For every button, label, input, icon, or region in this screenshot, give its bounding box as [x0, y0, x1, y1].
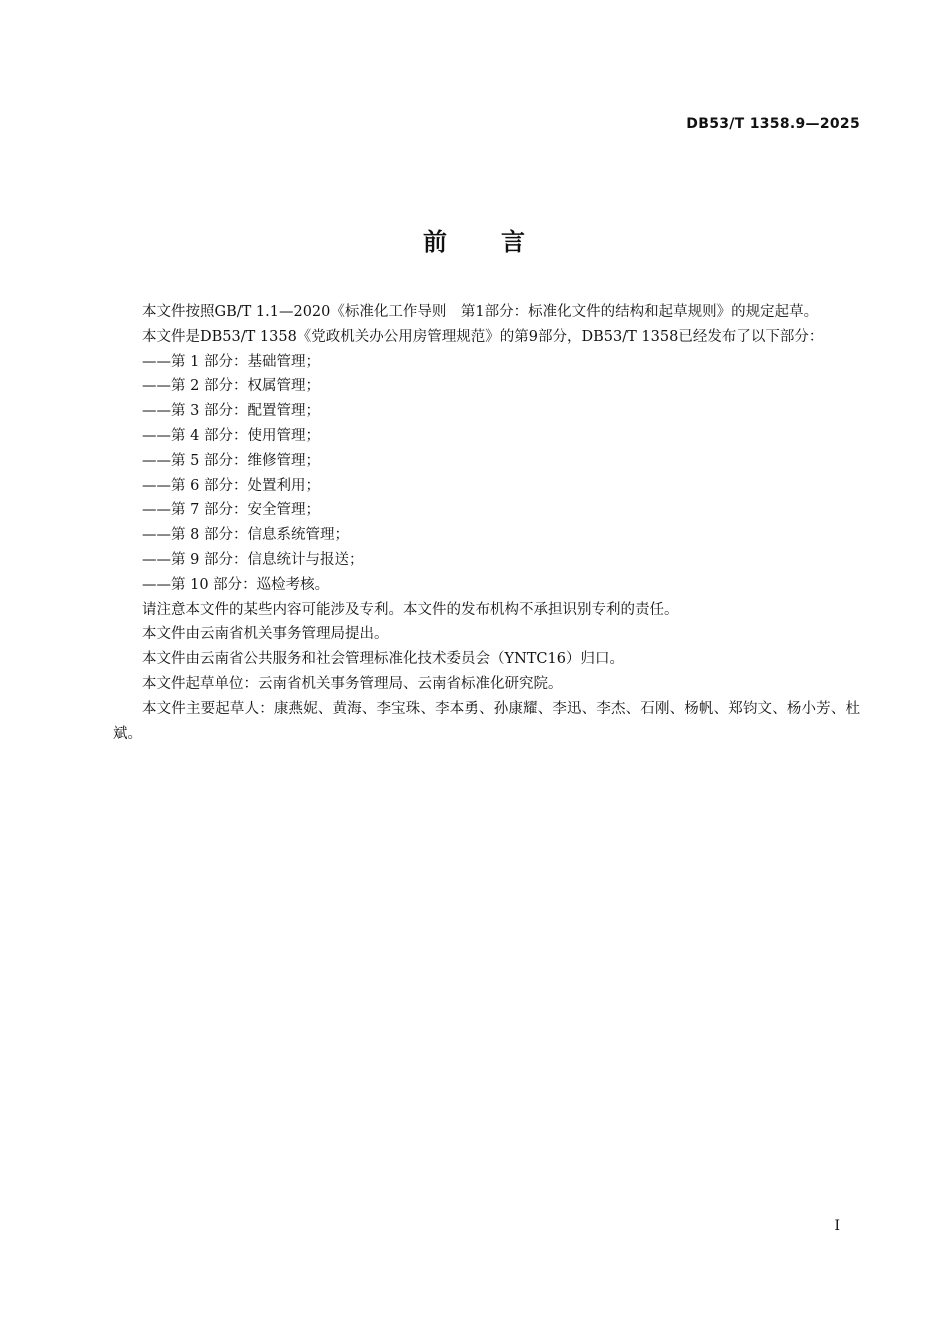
paragraph-proposer: 本文件由云南省机关事务管理局提出。: [142, 626, 389, 643]
list-item-part-7: ——第 7 部分：安全管理；: [142, 502, 320, 519]
paragraph-patent-notice: 请注意本文件的某些内容可能涉及专利。本文件的发布机构不承担识别专利的责任。: [142, 601, 679, 618]
parts-list: [113, 350, 860, 598]
paragraph-series-info: 本文件是DB53/T 1358《党政机关办公用房管理规范》的第9部分，DB53/T 1358已经发布了以下部分：: [142, 328, 824, 345]
list-item-part-6: ——第 6 部分：处置利用；: [142, 477, 320, 494]
paragraph-drafting-basis: 本文件按照GB/T 1.1—2020《标准化工作导则 第1部分：标准化文件的结构和起草规则》的规定起草。: [142, 304, 819, 320]
list-item-part-10: ——第 10 部分：巡检考核。: [142, 576, 330, 593]
list-item-part-8: ——第 8 部分：信息系统管理；: [142, 527, 349, 544]
document-code: DB53/T 1358.9—2025: [686, 116, 860, 132]
paragraph-drafting-units: 本文件起草单位：云南省机关事务管理局、云南省标准化研究院。: [142, 675, 563, 692]
page-number: I: [834, 1218, 840, 1234]
paragraph-administrator: 本文件由云南省公共服务和社会管理标准化技术委员会（YNTC16）归口。: [142, 651, 624, 668]
list-item-part-4: ——第 4 部分：使用管理；: [142, 427, 320, 444]
list-item-part-1: ——第 1 部分：基础管理；: [142, 353, 320, 370]
list-item-part-2: ——第 2 部分：权属管理；: [142, 378, 320, 395]
list-item-part-3: ——第 3 部分：配置管理；: [142, 403, 320, 420]
page-title: 前 言: [423, 228, 527, 256]
list-item-part-9: ——第 9 部分：信息统计与报送；: [142, 551, 364, 568]
foreword-body: [113, 300, 860, 746]
list-item-part-5: ——第 5 部分：维修管理；: [142, 452, 320, 469]
paragraph-drafters: 本文件主要起草人：康燕妮、黄海、李宝珠、李本勇、孙康耀、李迅、李杰、石刚、杨帆、郑钧文、杨小芳、杜斌。: [113, 700, 860, 742]
